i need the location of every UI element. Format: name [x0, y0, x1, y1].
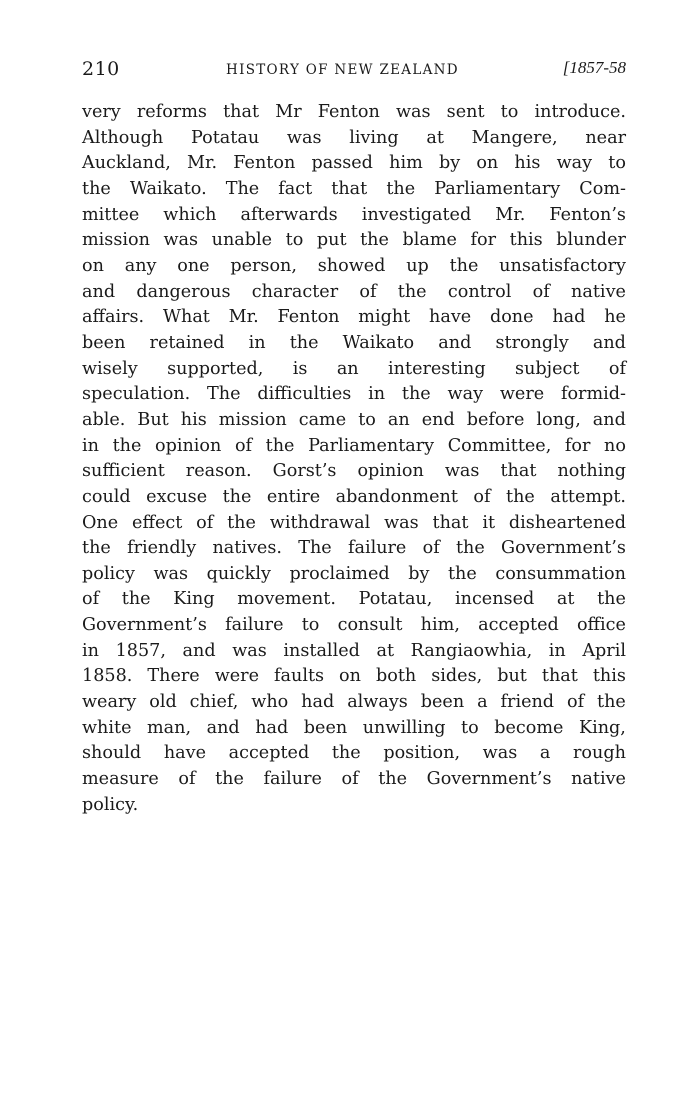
text-line: the Waikato. The fact that the Parliamentary Com- [82, 178, 626, 199]
text-line: of the King movement. Potatau, incensed at the [82, 589, 626, 610]
text-line: measure of the failure of the Government’s native [82, 769, 626, 790]
text-line: able. But his mission came to an end before long, and [82, 409, 626, 430]
text-line: in the opinion of the Parliamentary Committee, for no [82, 435, 626, 456]
text-line: and dangerous character of the control of native [82, 281, 626, 302]
text-line: sufficient reason. Gorst’s opinion was that nothing [82, 461, 626, 482]
text-line: policy was quickly proclaimed by the consummation [82, 563, 626, 584]
text-line: the friendly natives. The failure of the Government’s [82, 538, 626, 559]
body-text [82, 100, 626, 818]
text-line: in 1857, and was installed at Rangiaowhia, in April [82, 640, 626, 661]
text-line: Government’s failure to consult him, accepted office [82, 615, 626, 636]
running-title: HISTORY OF NEW ZEALAND [226, 62, 459, 78]
text-line: mittee which afterwards investigated Mr. Fenton’s [82, 204, 626, 225]
text-line: affairs. What Mr. Fenton might have done had he [82, 307, 626, 328]
text-line: white man, and had been unwilling to become King, [82, 717, 626, 738]
text-line: weary old chief, who had always been a friend of the [82, 692, 626, 713]
page-number: 210 [82, 58, 120, 80]
text-line: One effect of the withdrawal was that it disheartened [82, 512, 626, 533]
text-line: on any one person, showed up the unsatisfactory [82, 255, 626, 276]
text-line: Although Potatau was living at Mangere, near [82, 127, 626, 148]
text-line: very reforms that Mr Fenton was sent to introduce. [82, 102, 626, 122]
text-line: could excuse the entire abandonment of the attempt. [82, 486, 626, 507]
text-line: Auckland, Mr. Fenton passed him by on his way to [82, 153, 626, 174]
text-line: 1858. There were faults on both sides, but that this [82, 666, 626, 687]
text-line: speculation. The difficulties in the way were formid- [82, 384, 626, 405]
text-line: mission was unable to put the blame for this blunder [82, 230, 626, 251]
text-line: wisely supported, is an interesting subject of [82, 358, 626, 379]
running-head [82, 58, 626, 84]
text-line: been retained in the Waikato and strongly and [82, 332, 626, 353]
text-line-final: policy. [82, 794, 139, 815]
text-line: should have accepted the position, was a rough [82, 743, 626, 764]
date-range: [1857-58 [562, 58, 626, 77]
